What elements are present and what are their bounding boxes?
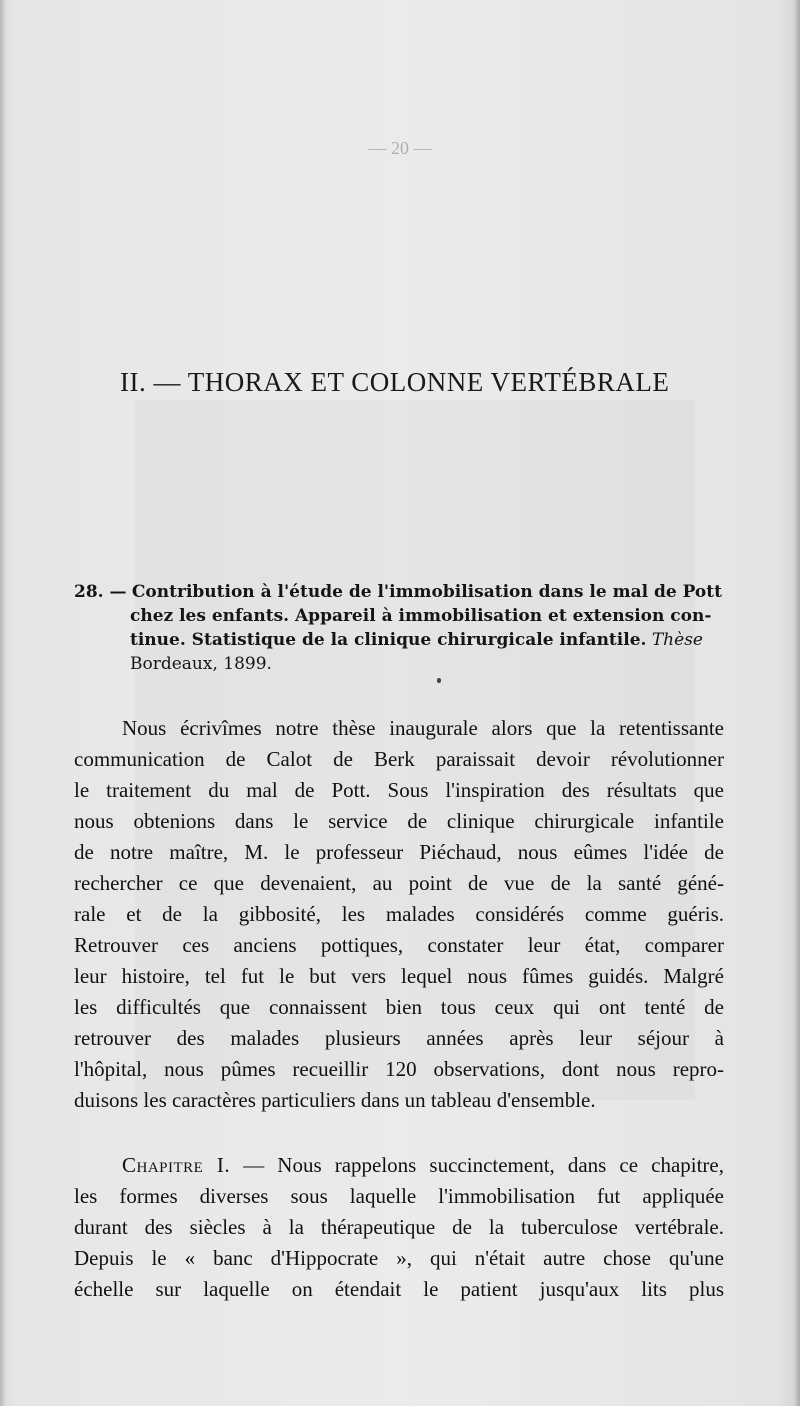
reference-place-year: Bordeaux, 1899. (130, 654, 272, 674)
paragraph-1-line: duisons les caractères particuliers dans un tableau d'ensemble. (74, 1088, 596, 1112)
paragraph-1-line: communication de Calot de Berk paraissait devoir révolutionner (74, 747, 724, 771)
paragraph-2-line: échelle sur laquelle on étendait le patient jusqu'aux lits plus (74, 1277, 724, 1301)
paragraph-1-line: l'hôpital, nous pûmes recueillir 120 observations, dont nous repro- (74, 1057, 724, 1081)
reference-title-line-2: chez les enfants. Appareil à immobilisation et extension con- (130, 606, 712, 626)
paragraph-2-line-1-text: — Nous rappelons succinctement, dans ce chapitre, (243, 1153, 724, 1177)
chapter-label: Chapitre I. (122, 1153, 231, 1177)
reference-entry (74, 580, 724, 676)
paragraph-2-line: Depuis le « banc d'Hippocrate », qui n'était autre chose qu'une (74, 1246, 724, 1270)
reference-line-4 (74, 652, 724, 676)
paragraph-1-line: retrouver des malades plusieurs années après leur séjour à (74, 1026, 724, 1050)
reference-title-line-1: Contribution à l'étude de l'immobilisation dans le mal de Pott (131, 582, 722, 602)
page-number: — 20 — (368, 138, 432, 158)
paragraph-1-line: le traitement du mal de Pott. Sous l'inspiration des résultats que (74, 778, 724, 802)
reference-title-line-3: tinue. Statistique de la clinique chirurgicale infantile. (130, 630, 647, 650)
page-edge-shadow (794, 0, 800, 1406)
paragraph-2-line (74, 1150, 724, 1181)
paragraph-1-line: leur histoire, tel fut le but vers lequel nous fûmes guidés. Malgré (74, 964, 724, 988)
reference-line-3 (74, 628, 724, 652)
paragraph-1-line: les difficultés que connaissent bien tous ceux qui ont tenté de (74, 995, 724, 1019)
reference-thesis: Thèse (651, 630, 703, 650)
paragraph-1-line: de notre maître, M. le professeur Piéchaud, nous eûmes l'idée de (74, 840, 724, 864)
paragraph-1-line: Nous écrivîmes notre thèse inaugurale alors que la retentissante (122, 716, 724, 740)
section-title: II. — THORAX ET COLONNE VERTÉBRALE (120, 367, 670, 397)
reference-line-1 (74, 580, 724, 604)
reference-line-2 (74, 604, 724, 628)
ink-speck (437, 678, 441, 683)
paragraph-2-line: durant des siècles à la thérapeutique de la tuberculose vertébrale. (74, 1215, 724, 1239)
paragraph-1-line: nous obtenions dans le service de clinique chirurgicale infantile (74, 809, 724, 833)
paragraph-2-line: les formes diverses sous laquelle l'immobilisation fut appliquée (74, 1184, 724, 1208)
paragraph-1-line: rechercher ce que devenaient, au point de vue de la santé géné- (74, 871, 724, 895)
paragraph-1 (74, 713, 724, 1116)
reference-number: 28. — (74, 582, 127, 602)
paragraph-1-line: Retrouver ces anciens pottiques, constater leur état, comparer (74, 933, 724, 957)
page-binding-shadow (0, 0, 6, 1406)
paragraph-1-line: rale et de la gibbosité, les malades considérés comme guéris. (74, 902, 724, 926)
paragraph-2 (74, 1150, 724, 1305)
